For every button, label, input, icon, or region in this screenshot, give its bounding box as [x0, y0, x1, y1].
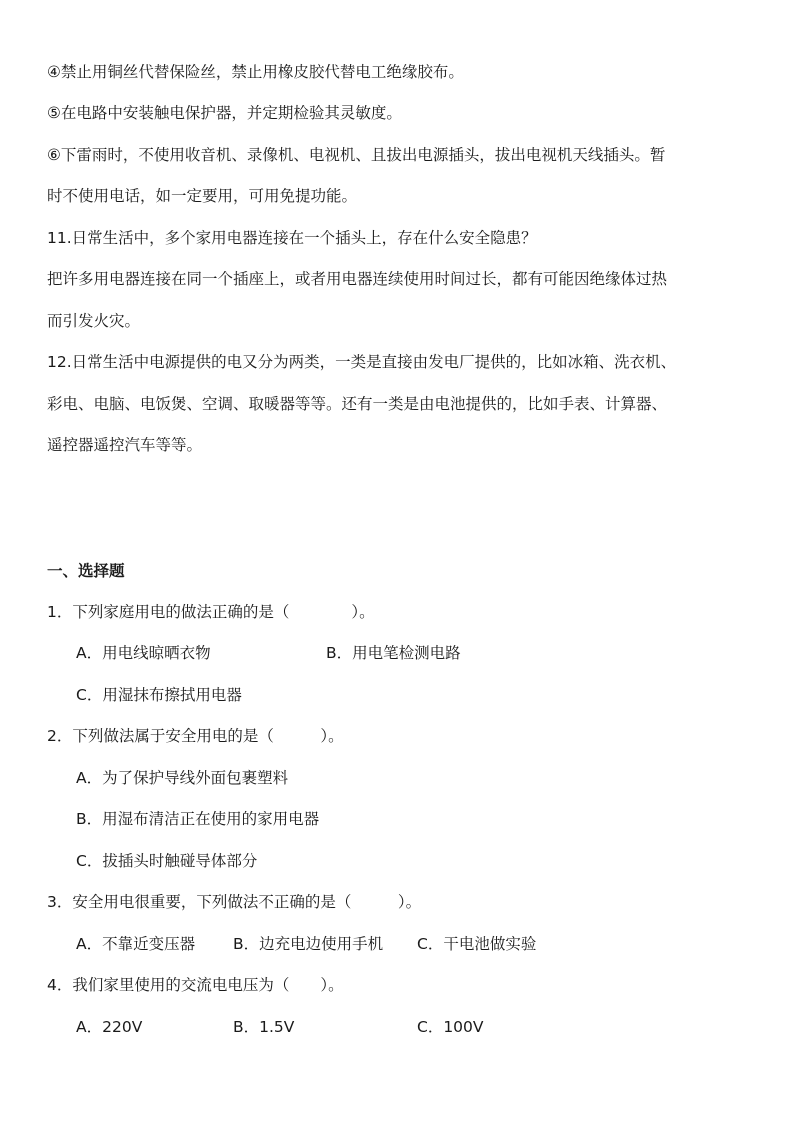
- question-11: 11.日常生活中，多个家用电器连接在一个插头上，存在什么安全隐患？: [47, 229, 537, 247]
- question-12-line-1: 12.日常生活中电源提供的电又分为两类，一类是直接由发电厂提供的，比如冰箱、洗衣机、: [47, 353, 677, 371]
- question-3-option-c: C．干电池做实验: [417, 935, 537, 953]
- question-3-option-a: A．不靠近变压器: [76, 935, 196, 953]
- answer-item-4: ④禁止用铜丝代替保险丝，禁止用橡皮胶代替电工绝缘胶布。: [47, 63, 464, 81]
- question-2-option-b: B．用湿布清洁正在使用的家用电器: [76, 810, 320, 828]
- question-11-answer-line-2: 而引发火灾。: [47, 312, 141, 330]
- question-1-option-b: B．用电笔检测电路: [326, 644, 461, 662]
- question-1-option-a: A．用电线晾晒衣物: [76, 644, 211, 662]
- question-4-option-c: C．100V: [417, 1018, 484, 1036]
- question-2-stem: 2．下列做法属于安全用电的是（ ）。: [47, 727, 344, 745]
- question-12-line-3: 遥控器遥控汽车等等。: [47, 436, 203, 454]
- question-4-option-b: B．1.5V: [233, 1018, 295, 1036]
- question-2-option-a: A．为了保护导线外面包裹塑料: [76, 769, 289, 787]
- question-1-option-c: C．用湿抹布擦拭用电器: [76, 686, 242, 704]
- question-2-option-c: C．拔插头时触碰导体部分: [76, 852, 258, 870]
- answer-item-6-line-2: 时不使用电话，如一定要用，可用免提功能。: [47, 187, 358, 205]
- answer-item-6-line-1: ⑥下雷雨时，不使用收音机、录像机、电视机、且拔出电源插头，拔出电视机天线插头。暂: [47, 146, 666, 164]
- question-3-option-b: B．边充电边使用手机: [233, 935, 384, 953]
- question-12-line-2: 彩电、电脑、电饭煲、空调、取暖器等等。还有一类是由电池提供的，比如手表、计算器、: [47, 395, 668, 413]
- question-1-stem: 1．下列家庭用电的做法正确的是（ ）。: [47, 603, 375, 621]
- section-title: 一、选择题: [47, 562, 125, 580]
- answer-item-5: ⑤在电路中安装触电保护器，并定期检验其灵敏度。: [47, 104, 402, 122]
- question-11-answer-line-1: 把许多用电器连接在同一个插座上，或者用电器连续使用时间过长，都有可能因绝缘体过热: [47, 270, 668, 288]
- question-3-stem: 3．安全用电很重要，下列做法不正确的是（ ）。: [47, 893, 422, 911]
- question-4-option-a: A．220V: [76, 1018, 143, 1036]
- question-4-stem: 4．我们家里使用的交流电电压为（ ）。: [47, 976, 344, 994]
